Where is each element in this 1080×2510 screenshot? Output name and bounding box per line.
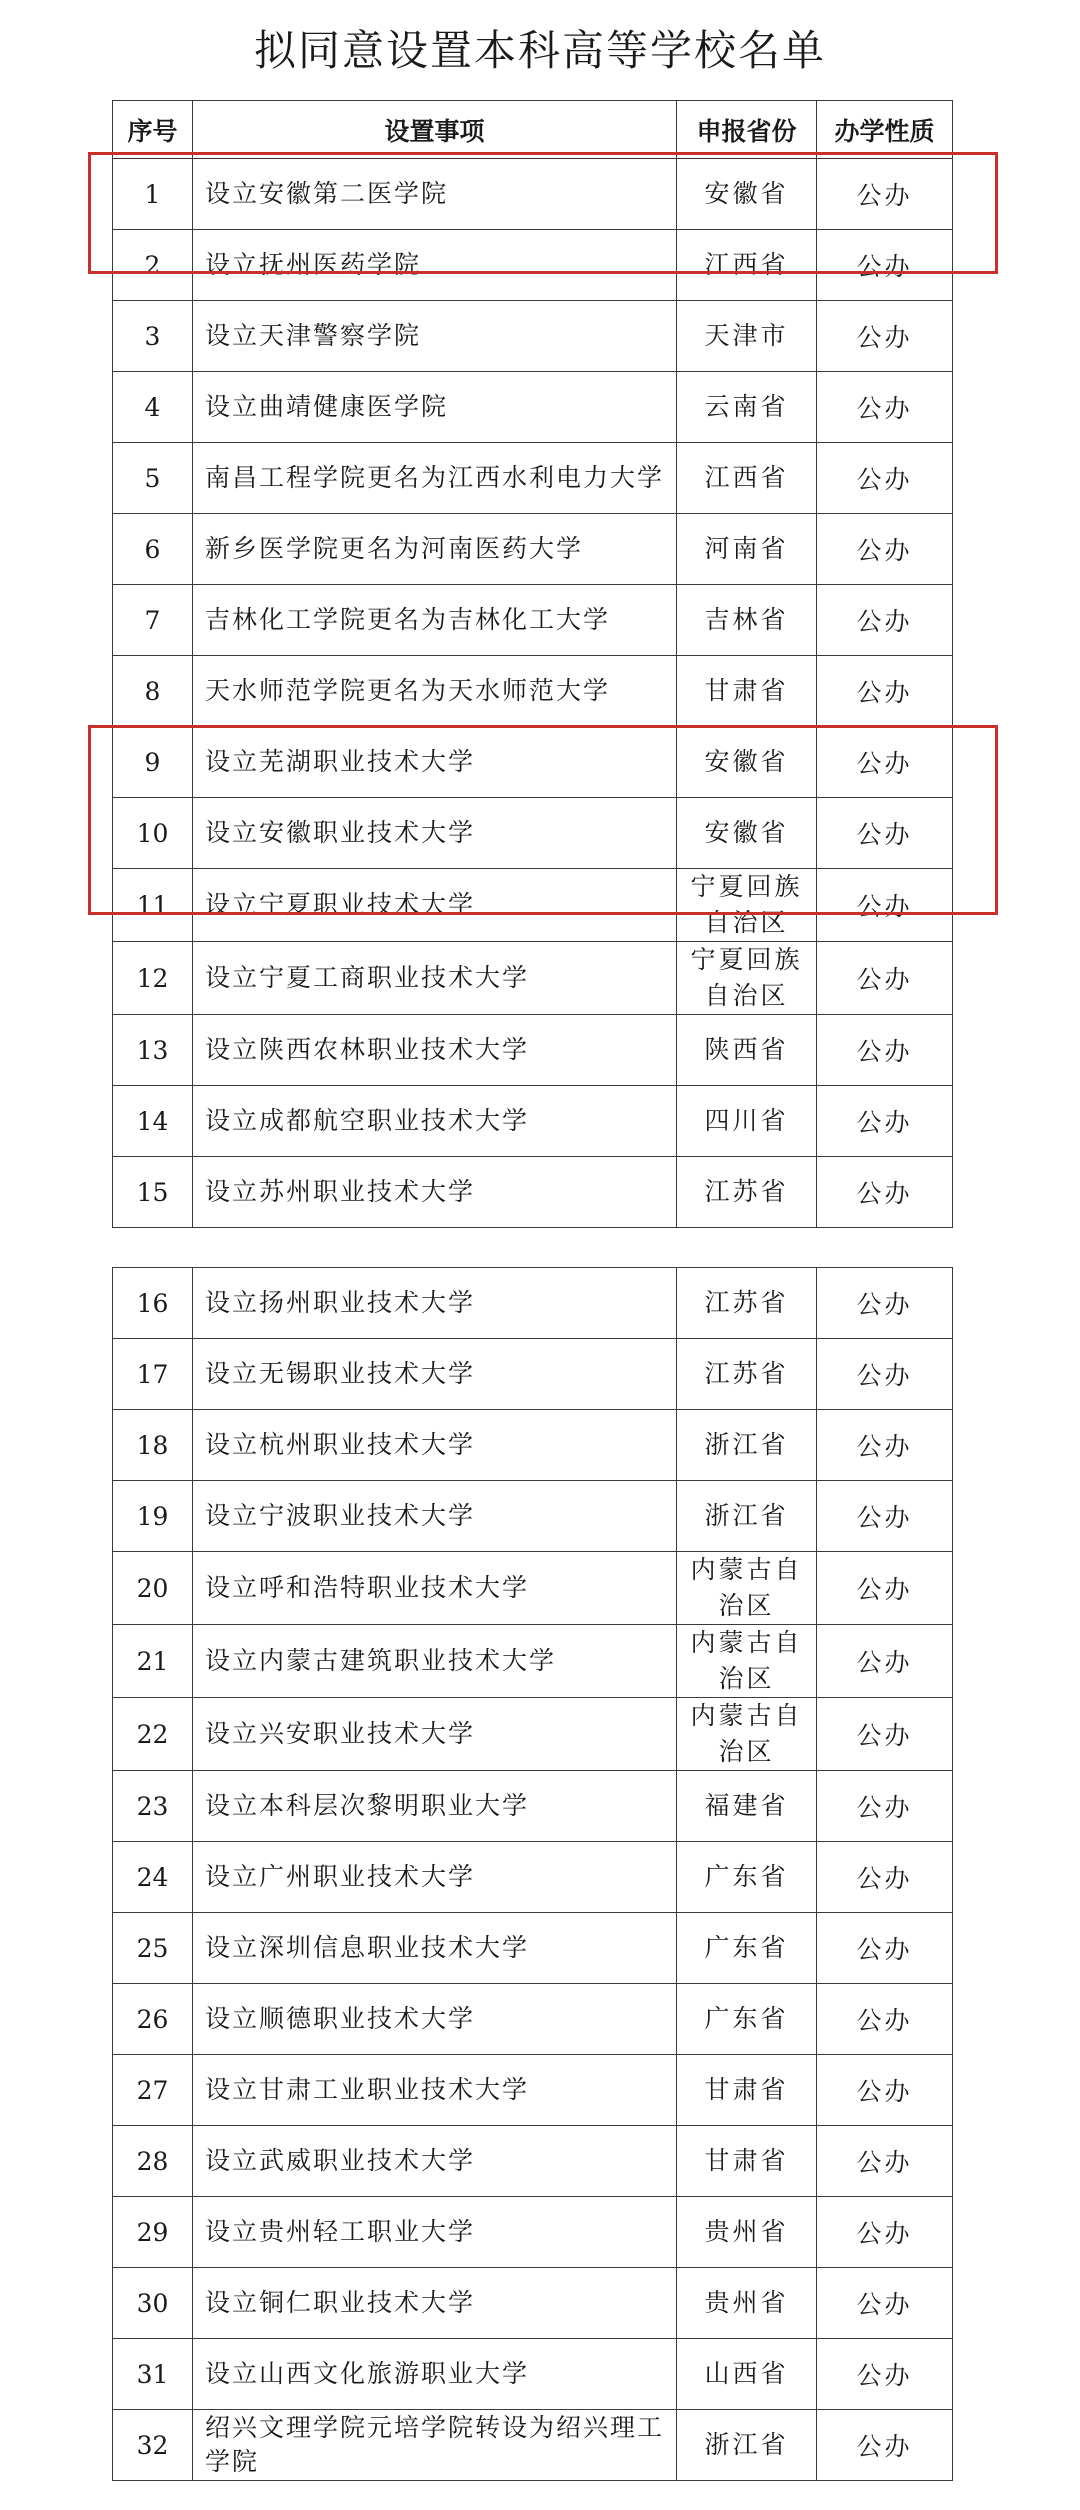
row-number: 5 (113, 443, 193, 514)
table-row (113, 1410, 953, 1481)
row-number: 4 (113, 372, 193, 443)
row-nature: 公办 (817, 798, 953, 869)
row-number: 27 (113, 2055, 193, 2126)
table-row (113, 798, 953, 869)
row-item: 设立顺德职业技术大学 (193, 1984, 677, 2055)
row-item: 设立本科层次黎明职业大学 (193, 1771, 677, 1842)
row-nature: 公办 (817, 1698, 953, 1771)
row-nature: 公办 (817, 301, 953, 372)
row-number: 28 (113, 2126, 193, 2197)
row-nature: 公办 (817, 2055, 953, 2126)
row-province: 云南省 (677, 372, 817, 443)
table-row (113, 1771, 953, 1842)
table-row (113, 514, 953, 585)
row-number: 8 (113, 656, 193, 727)
table-row (113, 301, 953, 372)
table-row (113, 942, 953, 1015)
row-number: 29 (113, 2197, 193, 2268)
school-list-table-part-2 (112, 1267, 953, 2481)
table-row (113, 585, 953, 656)
row-item: 设立杭州职业技术大学 (193, 1410, 677, 1481)
row-item: 设立深圳信息职业技术大学 (193, 1913, 677, 1984)
table-row (113, 1015, 953, 1086)
table-row (113, 2055, 953, 2126)
row-number: 10 (113, 798, 193, 869)
row-item: 设立甘肃工业职业技术大学 (193, 2055, 677, 2126)
row-nature: 公办 (817, 1552, 953, 1625)
row-province: 江西省 (677, 230, 817, 301)
row-number: 31 (113, 2339, 193, 2410)
row-item: 设立兴安职业技术大学 (193, 1698, 677, 1771)
row-item: 设立武威职业技术大学 (193, 2126, 677, 2197)
row-nature: 公办 (817, 1339, 953, 1410)
table-row (113, 2126, 953, 2197)
school-list-table-part-1 (112, 100, 953, 1228)
table-row (113, 1698, 953, 1771)
row-nature: 公办 (817, 656, 953, 727)
row-nature: 公办 (817, 869, 953, 942)
row-nature: 公办 (817, 443, 953, 514)
row-number: 21 (113, 1625, 193, 1698)
row-province: 福建省 (677, 1771, 817, 1842)
row-number: 1 (113, 159, 193, 230)
row-item: 设立宁夏工商职业技术大学 (193, 942, 677, 1015)
row-nature: 公办 (817, 1268, 953, 1339)
table-row (113, 1913, 953, 1984)
row-province: 天津市 (677, 301, 817, 372)
row-number: 14 (113, 1086, 193, 1157)
row-number: 22 (113, 1698, 193, 1771)
row-province: 甘肃省 (677, 656, 817, 727)
row-item: 设立天津警察学院 (193, 301, 677, 372)
row-number: 3 (113, 301, 193, 372)
row-province: 甘肃省 (677, 2055, 817, 2126)
header-item: 设置事项 (193, 101, 677, 159)
header-index: 序号 (113, 101, 193, 159)
table-row (113, 2410, 953, 2481)
table-row (113, 727, 953, 798)
table-row (113, 1552, 953, 1625)
row-nature: 公办 (817, 1771, 953, 1842)
row-nature: 公办 (817, 2410, 953, 2481)
row-number: 11 (113, 869, 193, 942)
row-province: 广东省 (677, 1913, 817, 1984)
row-nature: 公办 (817, 230, 953, 301)
row-nature: 公办 (817, 727, 953, 798)
row-number: 30 (113, 2268, 193, 2339)
row-number: 6 (113, 514, 193, 585)
row-nature: 公办 (817, 1984, 953, 2055)
row-item: 绍兴文理学院元培学院转设为绍兴理工学院 (193, 2410, 677, 2481)
row-number: 15 (113, 1157, 193, 1228)
row-province: 陕西省 (677, 1015, 817, 1086)
row-nature: 公办 (817, 1410, 953, 1481)
row-province: 内蒙古自治区 (677, 1625, 817, 1698)
row-item: 南昌工程学院更名为江西水利电力大学 (193, 443, 677, 514)
row-nature: 公办 (817, 1625, 953, 1698)
row-province: 江苏省 (677, 1339, 817, 1410)
row-number: 26 (113, 1984, 193, 2055)
table-header-row (113, 101, 953, 159)
row-item: 设立无锡职业技术大学 (193, 1339, 677, 1410)
row-nature: 公办 (817, 2268, 953, 2339)
table-row (113, 1625, 953, 1698)
table-row (113, 159, 953, 230)
table-row (113, 230, 953, 301)
row-item: 设立安徽职业技术大学 (193, 798, 677, 869)
row-number: 23 (113, 1771, 193, 1842)
header-province: 申报省份 (677, 101, 817, 159)
table-row (113, 1157, 953, 1228)
table-row (113, 1984, 953, 2055)
row-nature: 公办 (817, 1015, 953, 1086)
row-item: 设立苏州职业技术大学 (193, 1157, 677, 1228)
row-item: 设立铜仁职业技术大学 (193, 2268, 677, 2339)
table-row (113, 1842, 953, 1913)
row-item: 设立芜湖职业技术大学 (193, 727, 677, 798)
row-item: 新乡医学院更名为河南医药大学 (193, 514, 677, 585)
row-nature: 公办 (817, 1157, 953, 1228)
row-nature: 公办 (817, 1842, 953, 1913)
row-province: 内蒙古自治区 (677, 1698, 817, 1771)
row-number: 17 (113, 1339, 193, 1410)
row-province: 安徽省 (677, 159, 817, 230)
row-nature: 公办 (817, 514, 953, 585)
row-number: 18 (113, 1410, 193, 1481)
table-row (113, 2339, 953, 2410)
row-nature: 公办 (817, 1913, 953, 1984)
row-province: 宁夏回族自治区 (677, 869, 817, 942)
row-number: 12 (113, 942, 193, 1015)
table-row (113, 372, 953, 443)
row-province: 江苏省 (677, 1268, 817, 1339)
table-row (113, 1481, 953, 1552)
row-item: 设立宁波职业技术大学 (193, 1481, 677, 1552)
row-province: 安徽省 (677, 798, 817, 869)
row-province: 宁夏回族自治区 (677, 942, 817, 1015)
table-row (113, 869, 953, 942)
row-item: 设立贵州轻工职业大学 (193, 2197, 677, 2268)
row-item: 设立宁夏职业技术大学 (193, 869, 677, 942)
row-province: 河南省 (677, 514, 817, 585)
row-nature: 公办 (817, 1481, 953, 1552)
row-province: 甘肃省 (677, 2126, 817, 2197)
row-number: 19 (113, 1481, 193, 1552)
row-province: 江苏省 (677, 1157, 817, 1228)
row-province: 山西省 (677, 2339, 817, 2410)
row-province: 浙江省 (677, 1481, 817, 1552)
row-item: 设立安徽第二医学院 (193, 159, 677, 230)
row-number: 7 (113, 585, 193, 656)
row-item: 设立内蒙古建筑职业技术大学 (193, 1625, 677, 1698)
row-nature: 公办 (817, 2339, 953, 2410)
table-row (113, 1339, 953, 1410)
row-nature: 公办 (817, 942, 953, 1015)
row-item: 设立抚州医药学院 (193, 230, 677, 301)
row-item: 设立陕西农林职业技术大学 (193, 1015, 677, 1086)
table-row (113, 2268, 953, 2339)
row-province: 贵州省 (677, 2197, 817, 2268)
row-number: 24 (113, 1842, 193, 1913)
row-item: 天水师范学院更名为天水师范大学 (193, 656, 677, 727)
row-nature: 公办 (817, 2126, 953, 2197)
row-item: 设立广州职业技术大学 (193, 1842, 677, 1913)
header-nature: 办学性质 (817, 101, 953, 159)
row-province: 内蒙古自治区 (677, 1552, 817, 1625)
row-number: 16 (113, 1268, 193, 1339)
row-nature: 公办 (817, 1086, 953, 1157)
page-title: 拟同意设置本科高等学校名单 (253, 26, 826, 75)
row-province: 贵州省 (677, 2268, 817, 2339)
row-item: 吉林化工学院更名为吉林化工大学 (193, 585, 677, 656)
row-province: 浙江省 (677, 1410, 817, 1481)
row-item: 设立扬州职业技术大学 (193, 1268, 677, 1339)
table-row (113, 2197, 953, 2268)
row-number: 9 (113, 727, 193, 798)
row-number: 25 (113, 1913, 193, 1984)
row-nature: 公办 (817, 159, 953, 230)
row-number: 20 (113, 1552, 193, 1625)
row-item: 设立成都航空职业技术大学 (193, 1086, 677, 1157)
row-province: 安徽省 (677, 727, 817, 798)
row-province: 广东省 (677, 1984, 817, 2055)
row-province: 江西省 (677, 443, 817, 514)
table-row (113, 443, 953, 514)
row-province: 浙江省 (677, 2410, 817, 2481)
row-number: 2 (113, 230, 193, 301)
row-number: 13 (113, 1015, 193, 1086)
row-nature: 公办 (817, 585, 953, 656)
row-item: 设立呼和浩特职业技术大学 (193, 1552, 677, 1625)
row-nature: 公办 (817, 2197, 953, 2268)
row-number: 32 (113, 2410, 193, 2481)
row-item: 设立山西文化旅游职业大学 (193, 2339, 677, 2410)
table-row (113, 1268, 953, 1339)
table-row (113, 656, 953, 727)
row-province: 四川省 (677, 1086, 817, 1157)
row-province: 吉林省 (677, 585, 817, 656)
row-item: 设立曲靖健康医学院 (193, 372, 677, 443)
row-nature: 公办 (817, 372, 953, 443)
table-row (113, 1086, 953, 1157)
row-province: 广东省 (677, 1842, 817, 1913)
